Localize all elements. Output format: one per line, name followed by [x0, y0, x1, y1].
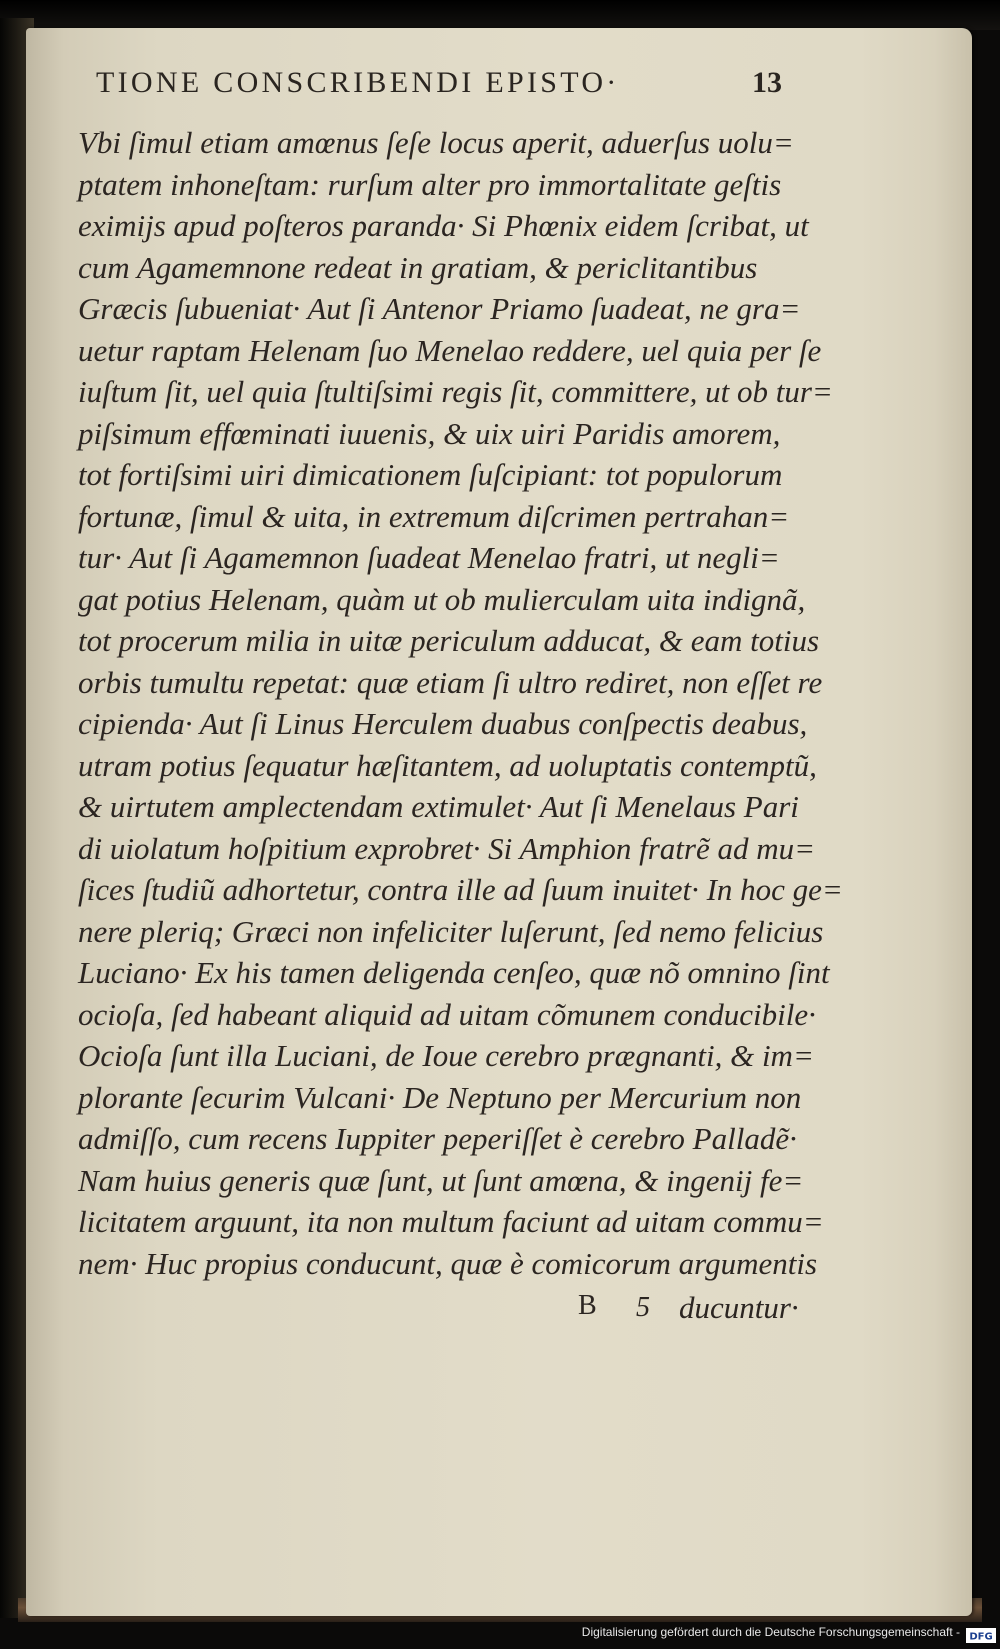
text-line: gat potius Helenam, quàm ut ob mulierculam uita indignã, — [78, 581, 806, 617]
text-line: Luciano· Ex his tamen deligenda cenſeo, quæ nõ omnino ſint — [78, 955, 830, 990]
text-line: tur· Aut ſi Agamemnon ſuadeat Menelao fratri, ut negli= — [78, 540, 780, 575]
dfg-logo — [966, 1628, 996, 1643]
text-line: iuſtum ſit, uel quia ſtultiſsimi regis ſit, committere, ut ob tur= — [78, 374, 833, 409]
text-line: Nam huius generis quæ ſunt, ut ſunt amœna, & ingenij fe= — [78, 1162, 804, 1198]
text-line: piſsimum effœminati iuuenis, & uix uiri Paridis amorem, — [78, 415, 781, 451]
text-line: & uirtutem amplectendam extimulet· Aut ſi Menelaus Pari — [78, 789, 799, 824]
text-line: ſices ſtudiũ adhortetur, contra ille ad ſuum inuitet· In hoc ge= — [78, 872, 843, 907]
signature-number: 5 — [636, 1292, 650, 1323]
text-line: Ocioſa ſunt illa Luciani, de Ioue cerebro prægnanti, & im= — [78, 1038, 814, 1073]
text-line: nem· Huc propius conducunt, quæ è comicorum argumentis — [78, 1245, 818, 1281]
text-line: utram potius ſequatur hæſitantem, ad uoluptatis contemptũ, — [78, 747, 817, 783]
page-number: 13 — [752, 66, 782, 99]
text-line: plorante ſecurim Vulcani· De Neptuno per Mercurium non — [78, 1079, 802, 1115]
text-line: nere pleriq; Græci non infeliciter luſerunt, ſed nemo felicius — [78, 913, 824, 949]
text-line: uetur raptam Helenam ſuo Menelao reddere, uel quia per ſe — [78, 332, 822, 368]
catchword: ducuntur· — [679, 1290, 799, 1325]
text-line: Vbi ſimul etiam amœnus ſeſe locus aperit, aduerſus uolu= — [78, 125, 794, 160]
text-line: di uiolatum hoſpitium exprobret· Si Amphion fratrẽ ad mu= — [78, 830, 816, 866]
digitization-credit: Digitalisierung gefördert durch die Deutsche Forschungsgemeinschaft - — [581, 1625, 960, 1639]
text-line: ptatem inhoneſtam: rurſum alter pro immortalitate geſtis — [78, 166, 782, 202]
text-line: fortunæ, ſimul & uita, in extremum diſcrimen pertrahan= — [78, 498, 790, 534]
text-line: tot procerum milia in uitæ periculum adducat, & eam totius — [78, 623, 820, 658]
text-line: orbis tumultu repetat: quæ etiam ſi ultro rediret, non eſſet re — [78, 664, 823, 700]
text-line: licitatem arguunt, ita non multum faciunt ad uitam commu= — [78, 1204, 824, 1239]
svg-text:DFG: DFG — [969, 1631, 993, 1643]
text-line: cum Agamemnone redeat in gratiam, & periclitantibus — [78, 249, 758, 285]
text-line: Græcis ſubueniat· Aut ſi Antenor Priamo ſuadeat, ne gra= — [78, 291, 801, 326]
text-line: admiſſo, cum recens Iuppiter peperiſſet è cerebro Palladẽ· — [78, 1121, 797, 1156]
body-text — [78, 122, 843, 1284]
text-line: eximijs apud poſteros paranda· Si Phœnix eidem ſcribat, ut — [78, 208, 809, 243]
text-line: tot fortiſsimi uiri dimicationem ſuſcipiant: tot populorum — [78, 457, 783, 492]
signature-mark: B — [578, 1290, 597, 1321]
scan-background-top — [0, 0, 1000, 30]
text-line: cipienda· Aut ſi Linus Herculem duabus conſpectis deabus, — [78, 706, 808, 741]
text-line: ocioſa, ſed habeant aliquid ad uitam cõmunem conducibile· — [78, 996, 816, 1032]
running-head: TIONE CONSCRIBENDI EPISTO· — [96, 66, 620, 99]
